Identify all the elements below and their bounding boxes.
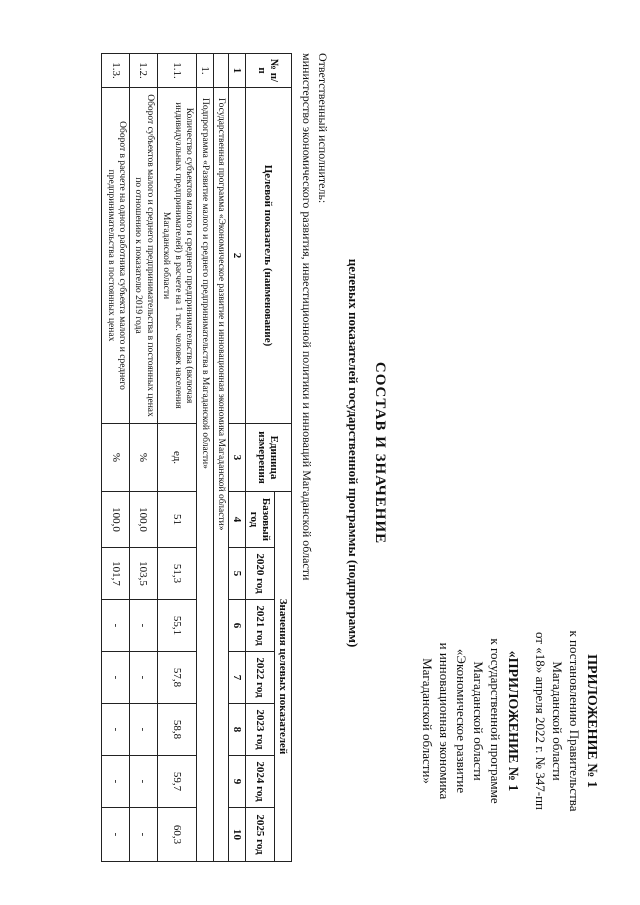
header-indicator: Целевой показатель (наименование) [246, 87, 292, 423]
program-name: Государственная программа «Экономическое развитие и инновационная экономика Магаданской области» [214, 87, 229, 861]
rotated-document-page [20, 13, 620, 893]
empty-cell [214, 53, 229, 87]
table-row [102, 53, 130, 861]
row-value: - [130, 755, 158, 807]
row-base: 100,0 [130, 491, 158, 547]
row-value: - [102, 703, 130, 755]
row-value: 58,8 [157, 703, 196, 755]
appendix-title: ПРИЛОЖЕНИЕ № 1 [584, 653, 599, 788]
subprogram-name: Подпрограмма «Развитие малого и среднего предпринимательства в Магаданской области» [197, 87, 214, 861]
indicators-table [101, 53, 292, 862]
row-value: 59,7 [157, 755, 196, 807]
appendix-line: Магаданской области [471, 660, 487, 781]
document-title-block [345, 13, 388, 893]
row-value: - [130, 651, 158, 703]
executor-block [299, 53, 330, 580]
row-value: 60,3 [157, 807, 196, 861]
column-number: 3 [229, 423, 246, 491]
header-base-year: Базовый год [246, 491, 275, 547]
header-year: 2020 год [246, 547, 275, 599]
row-value: - [130, 599, 158, 651]
executor-name: министерство экономического развития, инвестиционной политики и инноваций Магаданской области [300, 52, 315, 580]
row-value: 103,5 [130, 547, 158, 599]
document-subtitle: целевых показателей государственной программы (подпрограмм) [346, 258, 361, 647]
column-number: 4 [229, 491, 246, 547]
header-values: Значения целевых показателей [275, 491, 292, 861]
appendix-line: Магаданской области» [420, 657, 436, 784]
row-num: 1.3. [102, 53, 130, 87]
row-value: 57,8 [157, 651, 196, 703]
row-value: - [102, 755, 130, 807]
column-number: 6 [229, 599, 246, 651]
table-row [157, 53, 196, 861]
row-base: 51 [157, 491, 196, 547]
executor-label: Ответственный исполнитель: [316, 52, 330, 203]
header-num: № п/п [246, 53, 292, 87]
row-value: - [130, 703, 158, 755]
appendix-block [419, 571, 601, 871]
program-row [214, 53, 229, 861]
row-value: 55,1 [157, 599, 196, 651]
subprogram-row [197, 53, 214, 861]
row-unit: % [102, 423, 130, 491]
row-value: - [102, 807, 130, 861]
column-number: 7 [229, 651, 246, 703]
spacer [521, 571, 531, 871]
appendix-line: «Экономическое развитие [454, 648, 470, 793]
subprogram-num: 1. [197, 53, 214, 87]
column-number: 5 [229, 547, 246, 599]
row-indicator: Оборот в расчете на одного работника субъекта малого и среднего предпринимательства в постоянных ценах [102, 87, 130, 423]
header-year: 2024 год [246, 755, 275, 807]
header-year: 2025 год [246, 807, 275, 861]
row-value: - [102, 599, 130, 651]
document-title: СОСТАВ И ЗНАЧЕНИЕ [372, 361, 388, 544]
column-number: 9 [229, 755, 246, 807]
column-number: 2 [229, 87, 246, 423]
table-row [130, 53, 158, 861]
appendix-line: к постановлению Правительства [566, 629, 582, 812]
header-unit: Единица измерения [246, 423, 292, 491]
header-year: 2022 год [246, 651, 275, 703]
row-value: - [102, 651, 130, 703]
row-value: - [130, 807, 158, 861]
row-value: 101,7 [102, 547, 130, 599]
appendix-line: и инновационная экономика [437, 642, 453, 799]
row-indicator: Оборот субъектов малого и среднего предпринимательства в постоянных ценах по отношению к показателю 2019 года [130, 87, 158, 423]
row-base: 100,0 [102, 491, 130, 547]
row-num: 1.1. [157, 53, 196, 87]
appendix-decree-date: от «18» апреля 2022 г. № 347-пп [533, 631, 549, 810]
row-num: 1.2. [130, 53, 158, 87]
column-number: 8 [229, 703, 246, 755]
appendix-line: Магаданской области [549, 660, 565, 781]
column-number: 1 [229, 53, 246, 87]
row-unit: % [130, 423, 158, 491]
row-indicator: Количество субъектов малого и среднего предпринимательства (включая индивидуальных предпринимателей) в расчете на 1 тыс. человек населения Магаданской области [157, 87, 196, 423]
appendix-title-2: «ПРИЛОЖЕНИЕ № 1 [505, 650, 521, 791]
row-value: 51,3 [157, 547, 196, 599]
header-year: 2021 год [246, 599, 275, 651]
row-unit: ед. [157, 423, 196, 491]
header-year: 2023 год [246, 703, 275, 755]
appendix-line: к государственной программе [487, 637, 503, 804]
column-number: 10 [229, 807, 246, 861]
